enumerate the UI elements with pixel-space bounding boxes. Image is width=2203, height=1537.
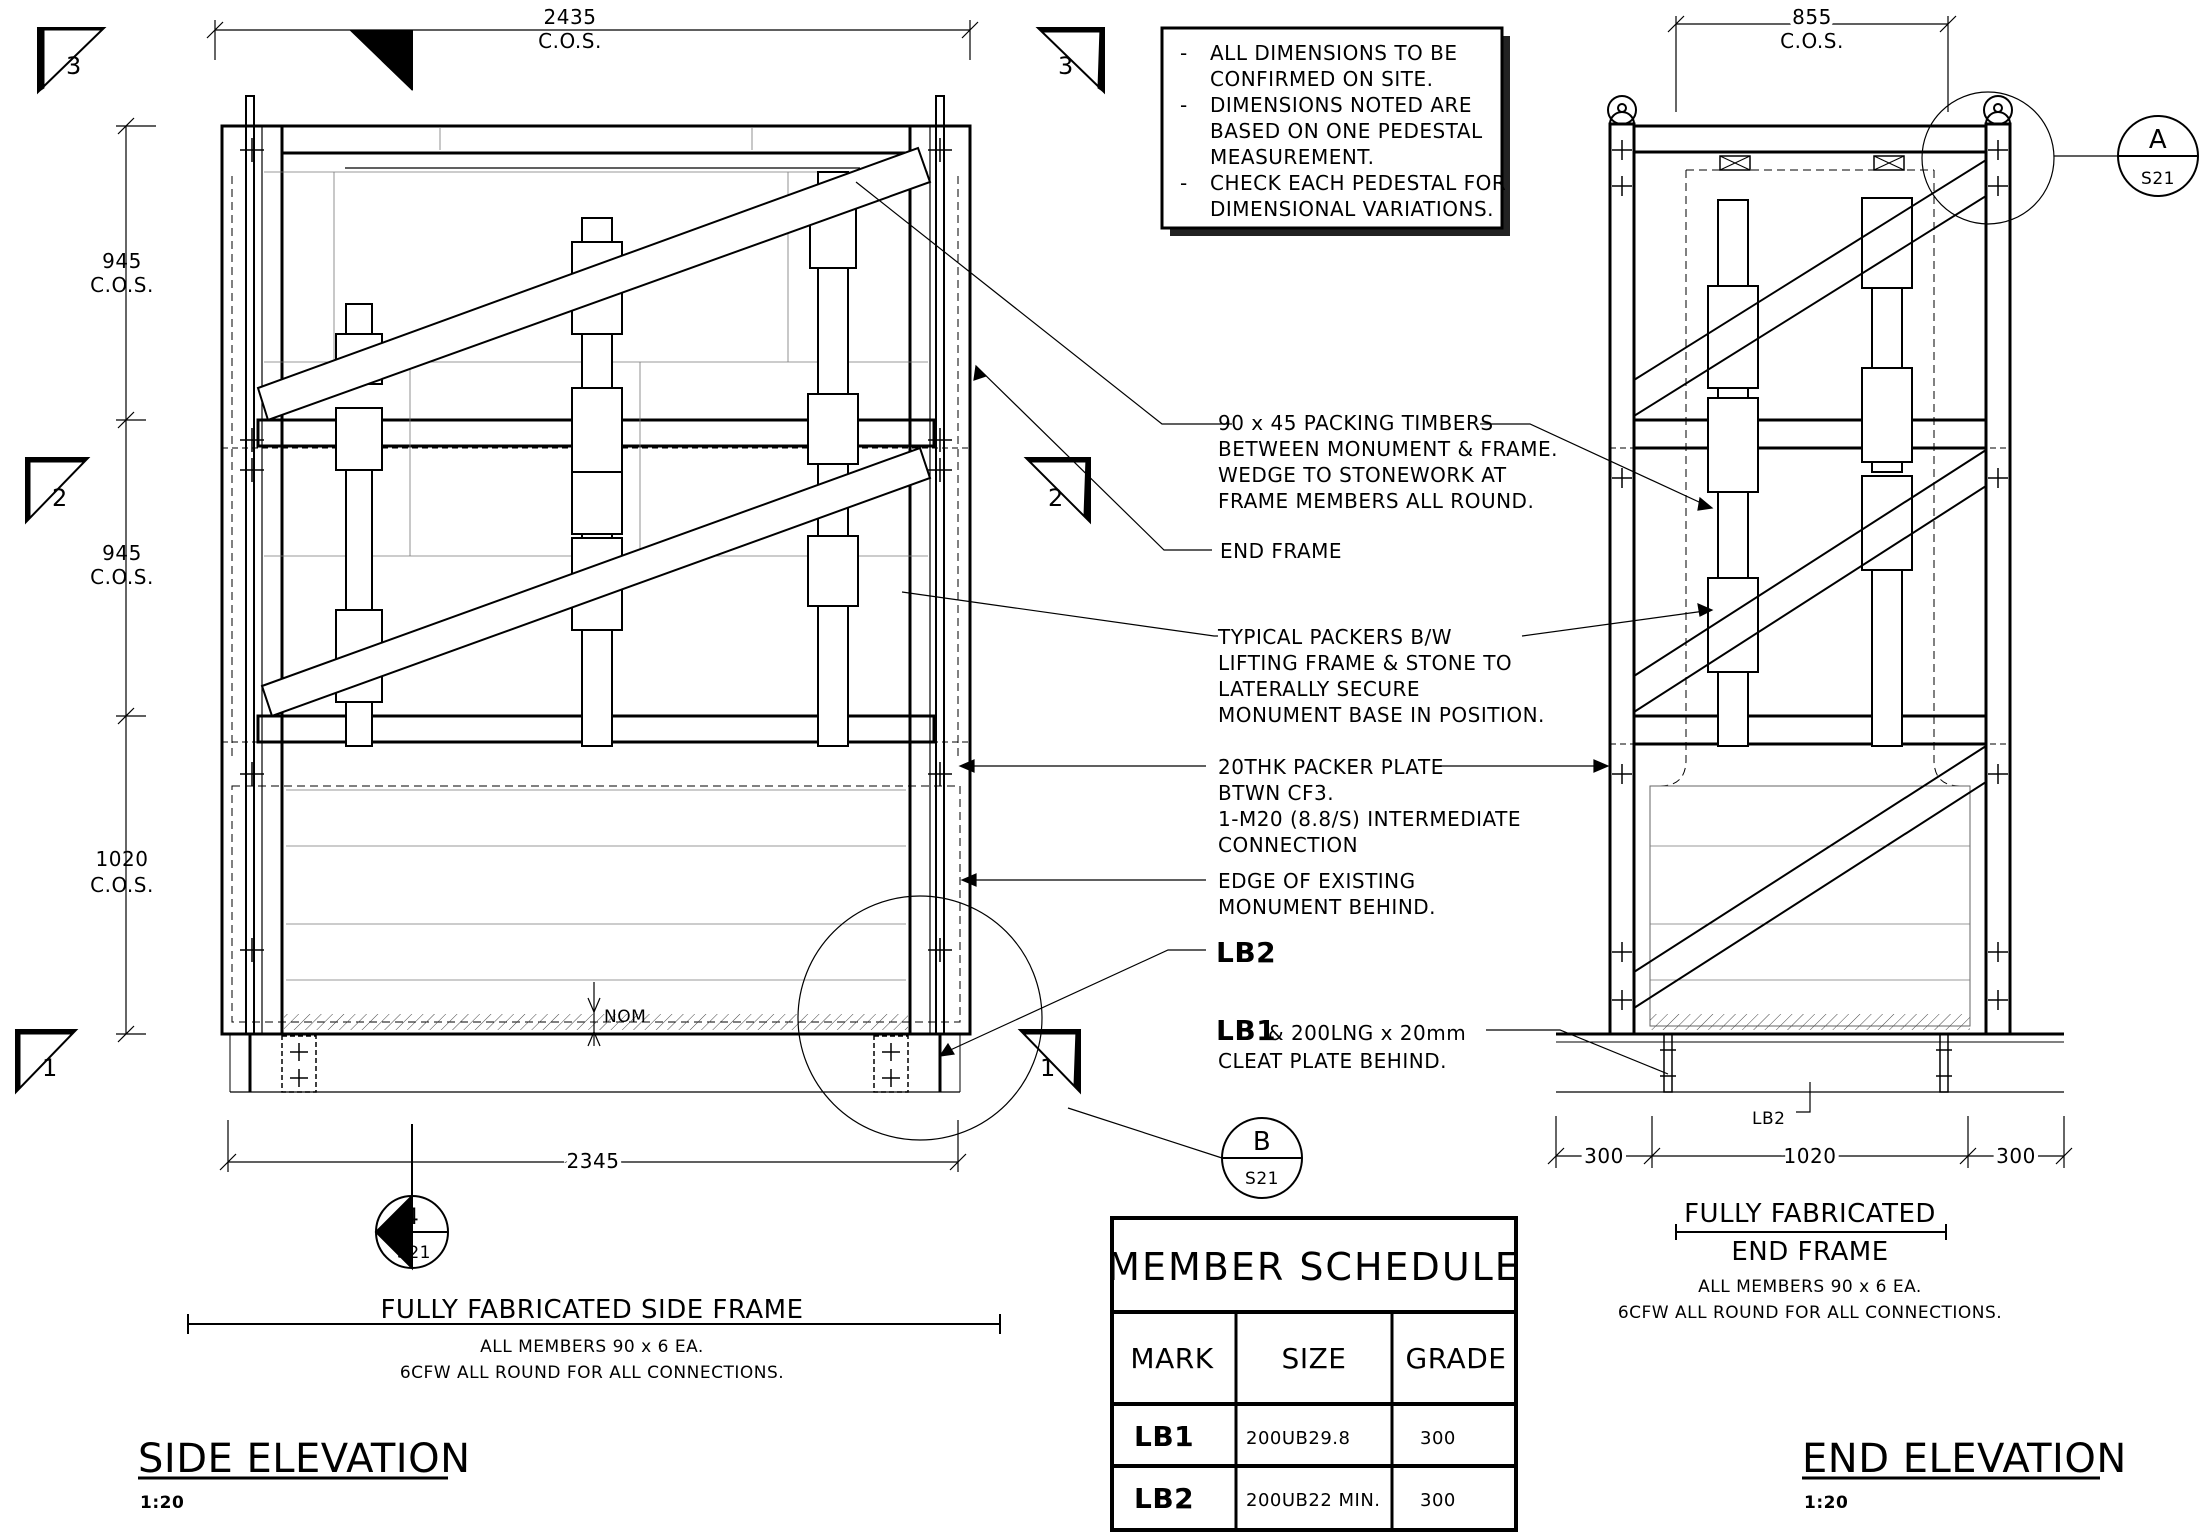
section-2-right: 2: [1048, 484, 1064, 512]
section-markers: [16, 28, 1104, 1092]
section-1-right: 1: [1040, 1054, 1056, 1082]
label-packing-3: WEDGE TO STONEWORK AT: [1218, 463, 1507, 487]
note-line: CHECK EACH PEDESTAL FOR: [1210, 171, 1507, 195]
end-frame-sub1: ALL MEMBERS 90 x 6 EA.: [1698, 1277, 1922, 1297]
schedule-cell: 200UB29.8: [1246, 1428, 1351, 1449]
end-dim-top: 855: [1792, 5, 1832, 29]
side-elevation-scale: 1:20: [140, 1493, 185, 1513]
note-line: DIMENSIONS NOTED ARE: [1210, 93, 1473, 117]
section-3-left: 3: [66, 52, 82, 80]
detail-a-letter: A: [2148, 125, 2168, 155]
callout-4-sheet: S21: [397, 1243, 431, 1263]
label-packers-2: LIFTING FRAME & STONE TO: [1218, 651, 1513, 675]
side-dim-bottom: 2345: [566, 1149, 620, 1173]
end-frame-sub2: 6CFW ALL ROUND FOR ALL CONNECTIONS.: [1617, 1303, 2003, 1323]
general-notes: [1162, 28, 1510, 236]
label-packers-4: MONUMENT BASE IN POSITION.: [1218, 703, 1545, 727]
end-frame-title-2: END FRAME: [1731, 1237, 1889, 1267]
schedule-cell: 300: [1420, 1428, 1456, 1449]
note-line: BASED ON ONE PEDESTAL: [1210, 119, 1483, 143]
side-dim-v1-cos: C.O.S.: [90, 273, 154, 297]
side-elevation-title: SIDE ELEVATION: [138, 1436, 471, 1482]
end-lb2-label: LB2: [1752, 1109, 1786, 1129]
side-frame-sub1: ALL MEMBERS 90 x 6 EA.: [480, 1337, 704, 1357]
end-elevation-scale: 1:20: [1804, 1493, 1849, 1513]
end-dim-mid: 1020: [1783, 1144, 1837, 1168]
end-dim-right: 300: [1996, 1144, 2036, 1168]
callout-4-number: 4: [404, 1205, 420, 1230]
svg-text:-: -: [1180, 93, 1188, 117]
label-plate-2: BTWN CF3.: [1218, 781, 1335, 805]
side-dim-v2: 945: [102, 541, 142, 565]
label-packing-1: 90 x 45 PACKING TIMBERS: [1218, 411, 1494, 435]
side-dim-v3-cos: C.O.S.: [90, 873, 154, 897]
section-1-left: 1: [42, 1054, 58, 1082]
section-3-right: 3: [1058, 52, 1074, 80]
schedule-header-mark: MARK: [1130, 1342, 1214, 1375]
schedule-cell: LB1: [1134, 1420, 1195, 1453]
label-lb1-line2: CLEAT PLATE BEHIND.: [1218, 1049, 1447, 1073]
schedule-title: MEMBER SCHEDULE: [1107, 1245, 1521, 1289]
detail-b-sheet: S21: [1245, 1169, 1279, 1189]
side-dim-v1: 945: [102, 249, 142, 273]
schedule-header-grade: GRADE: [1405, 1342, 1507, 1375]
side-dim-v3: 1020: [95, 847, 149, 871]
label-edge-1: EDGE OF EXISTING: [1218, 869, 1416, 893]
end-dim-left: 300: [1584, 1144, 1624, 1168]
label-plate-4: CONNECTION: [1218, 833, 1359, 857]
detail-a-circle: [1922, 92, 2198, 224]
nom-label: NOM: [604, 1007, 647, 1027]
schedule-header-size: SIZE: [1281, 1342, 1347, 1375]
side-dim-top: 2435: [543, 5, 597, 29]
note-line: DIMENSIONAL VARIATIONS.: [1210, 197, 1495, 221]
label-plate-3: 1-M20 (8.8/S) INTERMEDIATE: [1218, 807, 1521, 831]
side-frame-sub2: 6CFW ALL ROUND FOR ALL CONNECTIONS.: [399, 1363, 785, 1383]
end-frame: [1556, 16, 2064, 1092]
label-end-frame: END FRAME: [1220, 539, 1343, 563]
label-lb1-rest: & 200LNG x 20mm: [1268, 1021, 1467, 1045]
end-dim-top-cos: C.O.S.: [1780, 29, 1844, 53]
side-dim-v2-cos: C.O.S.: [90, 565, 154, 589]
label-packing-2: BETWEEN MONUMENT & FRAME.: [1218, 437, 1558, 461]
section-2-left: 2: [52, 484, 68, 512]
schedule-cell: 200UB22 MIN.: [1246, 1490, 1381, 1511]
note-line: MEASUREMENT.: [1210, 145, 1375, 169]
label-plate-1: 20THK PACKER PLATE: [1218, 755, 1444, 779]
label-lb1: LB1: [1216, 1014, 1277, 1047]
schedule-cell: 300: [1420, 1490, 1456, 1511]
note-line: CONFIRMED ON SITE.: [1210, 67, 1434, 91]
schedule-cell: LB2: [1134, 1482, 1195, 1515]
end-elevation-title: END ELEVATION: [1802, 1436, 2127, 1482]
detail-a-sheet: S21: [2141, 169, 2175, 189]
label-packers-1: TYPICAL PACKERS B/W: [1218, 625, 1453, 649]
end-frame-title-1: FULLY FABRICATED: [1684, 1199, 1936, 1229]
label-lb2: LB2: [1216, 936, 1277, 969]
note-line: ALL DIMENSIONS TO BE: [1210, 41, 1458, 65]
label-edge-2: MONUMENT BEHIND.: [1218, 895, 1437, 919]
label-packing-4: FRAME MEMBERS ALL ROUND.: [1218, 489, 1535, 513]
side-frame-title: FULLY FABRICATED SIDE FRAME: [380, 1295, 804, 1325]
side-frame: [215, 20, 970, 1092]
svg-text:-: -: [1180, 171, 1188, 195]
label-packers-3: LATERALLY SECURE: [1218, 677, 1421, 701]
detail-b-letter: B: [1252, 1127, 1272, 1157]
svg-text:-: -: [1180, 41, 1188, 65]
side-dim-top-cos: C.O.S.: [538, 29, 602, 53]
